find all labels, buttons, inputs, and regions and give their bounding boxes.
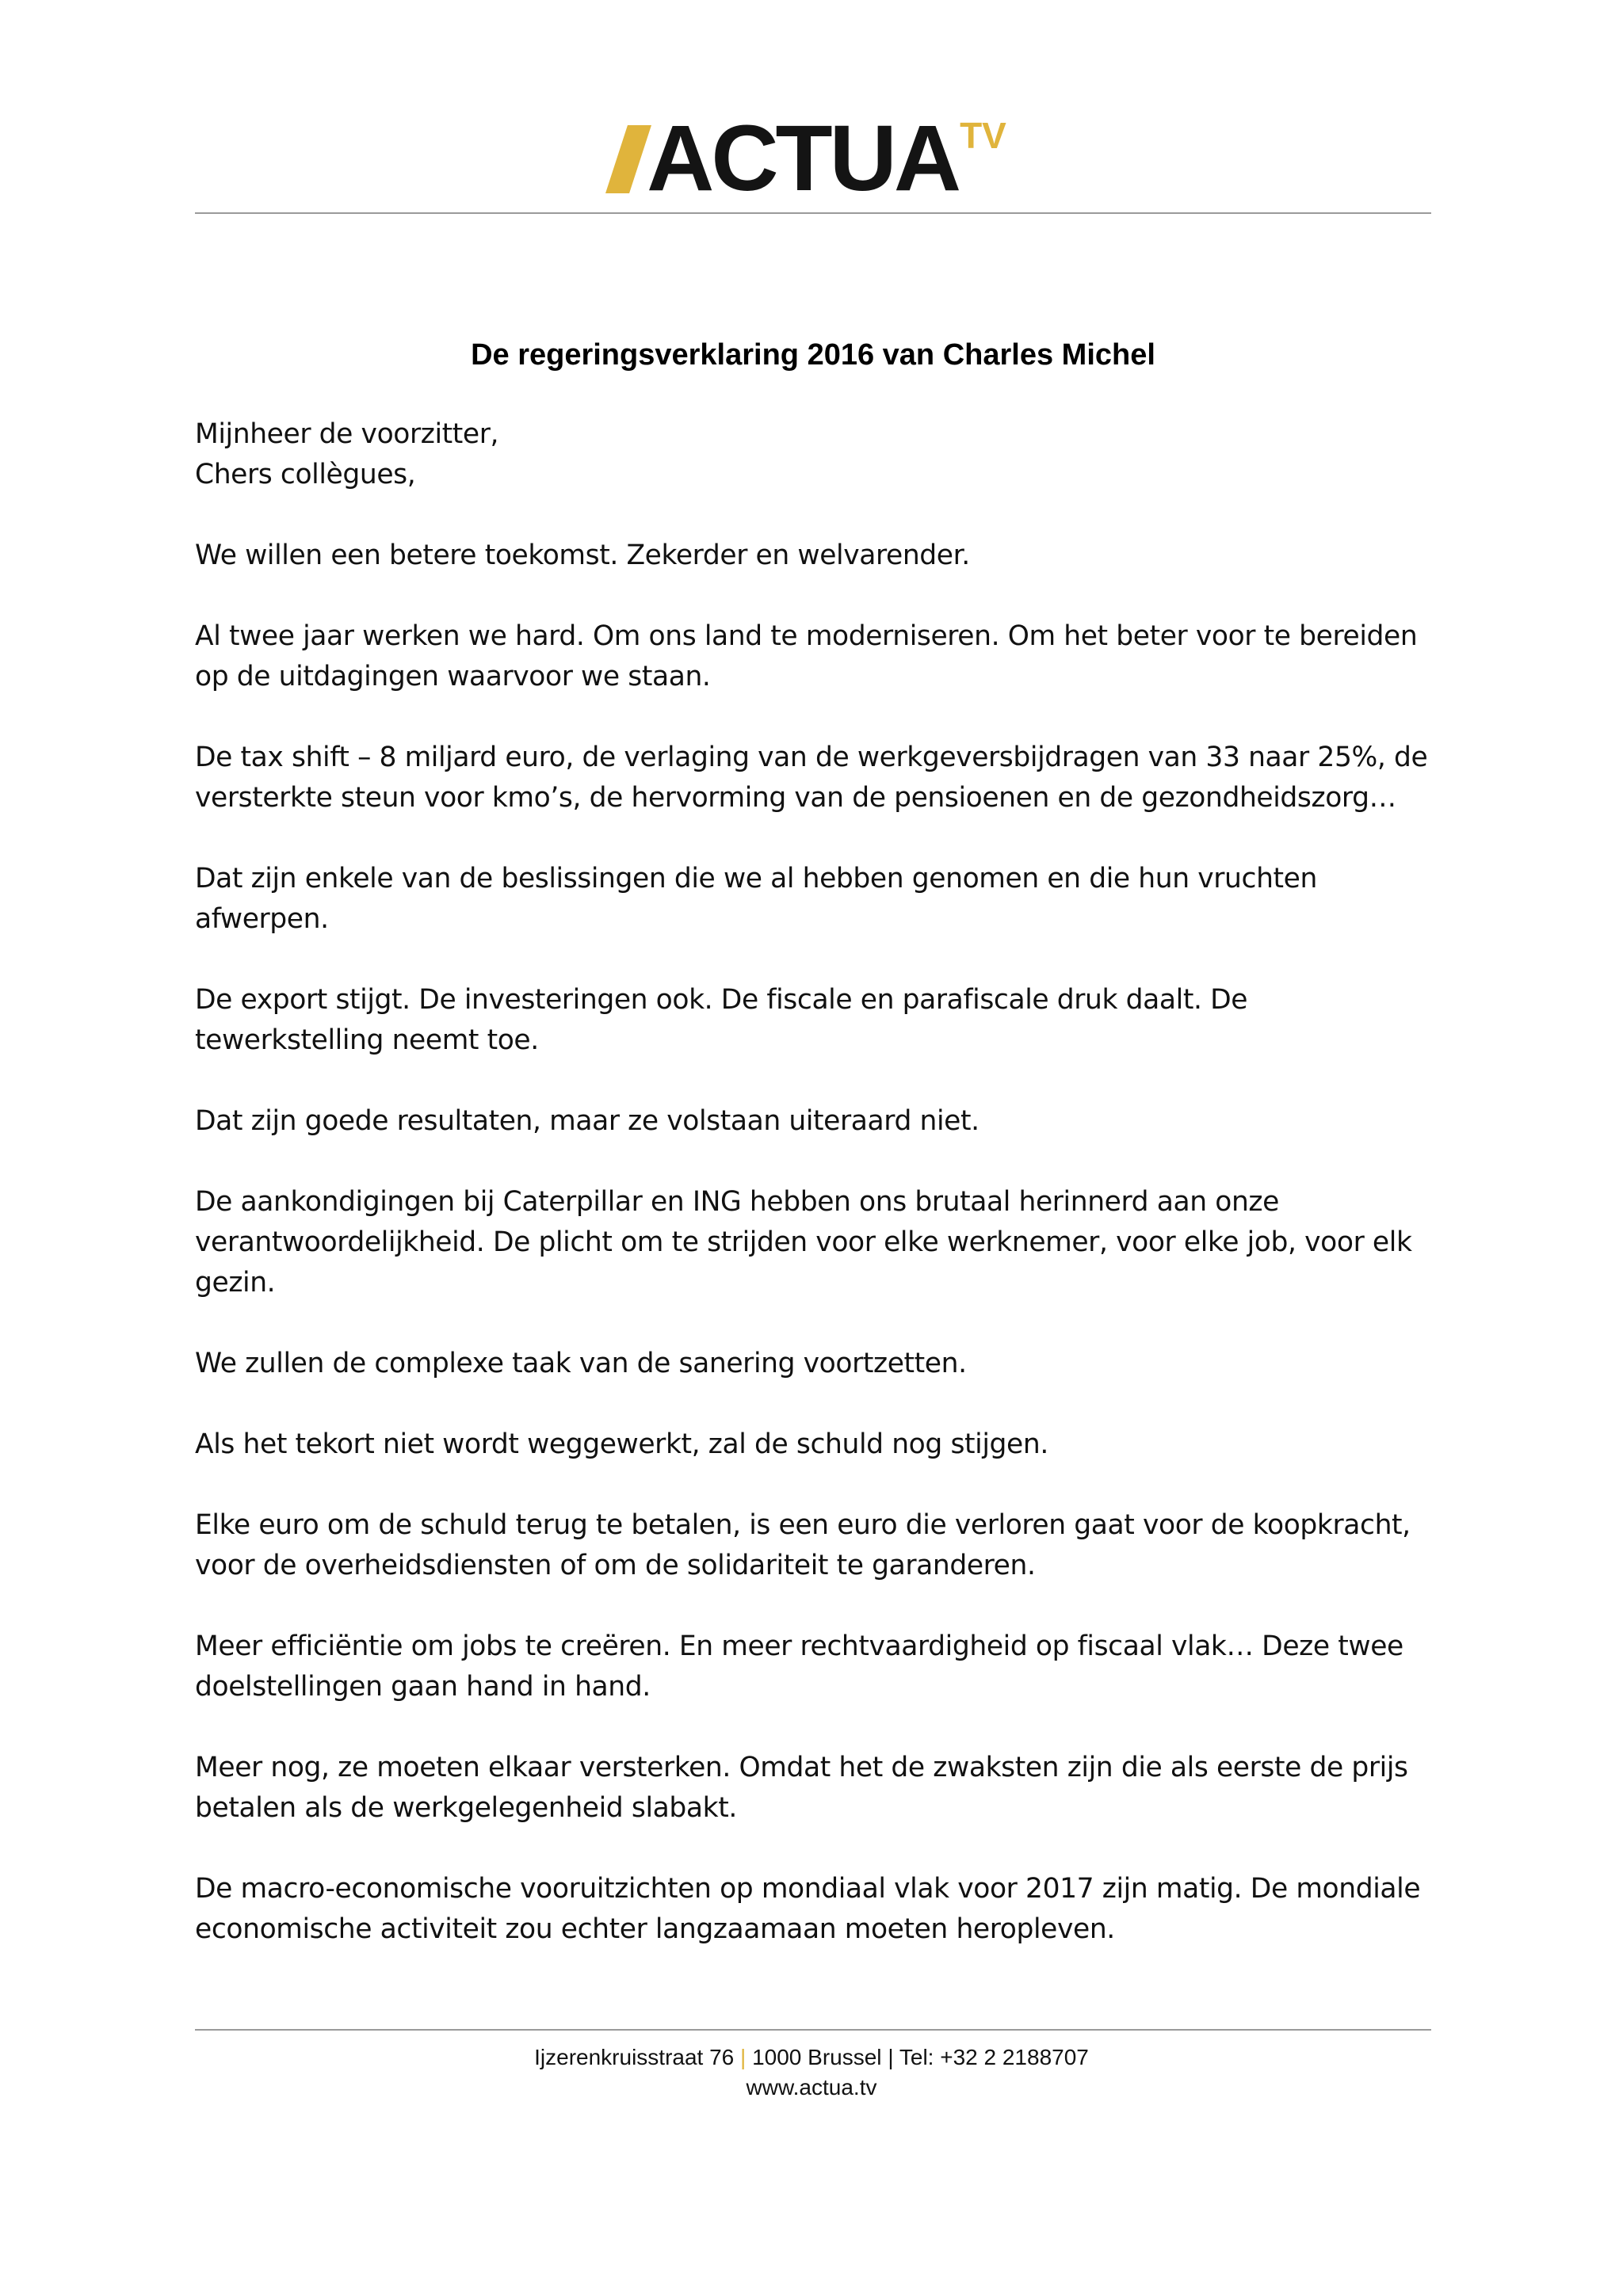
paragraph: Meer efficiëntie om jobs te creëren. En meer rechtvaardigheid op fiscaal vlak… Deze twee doelstellingen gaan hand in hand. <box>195 1630 1403 1703</box>
footer-separator: | <box>740 2045 747 2069</box>
document-content <box>195 414 1431 1990</box>
paragraph: Als het tekort niet wordt weggewerkt, zal de schuld nog stijgen. <box>195 1428 1048 1460</box>
logo-word: ACTUA <box>647 106 959 211</box>
logo-mark <box>617 106 1006 211</box>
footer-divider <box>195 2029 1431 2031</box>
footer-separator: | <box>888 2045 894 2069</box>
salutation-line: Mijnheer de voorzitter, <box>195 418 499 450</box>
paragraph: We willen een betere toekomst. Zekerder en welvarender. <box>195 540 970 571</box>
paragraph: De tax shift – 8 miljard euro, de verlaging van de werkgeversbijdragen van 33 naar 25%, de versterkte steun voor kmo’s, de hervorming van de pensioenen en de gezondheidszorg… <box>195 742 1428 814</box>
actua-tv-logo <box>0 106 1623 211</box>
footer-address: Ijzerenkruisstraat 76 <box>534 2045 735 2069</box>
paragraph: De macro-economische vooruitzichten op mondiaal vlak voor 2017 zijn matig. De mondiale economische activiteit zou echter langzaamaan moeten heropleven. <box>195 1873 1421 1945</box>
paragraph: We zullen de complexe taak van de sanering voortzetten. <box>195 1348 967 1379</box>
paragraph: Dat zijn enkele van de beslissingen die we al hebben genomen en die hun vruchten afwerpen. <box>195 863 1317 935</box>
logo-slash-icon <box>605 125 651 193</box>
footer-phone: Tel: +32 2 2188707 <box>899 2045 1089 2069</box>
footer-contact <box>0 2042 1623 2103</box>
paragraph: Dat zijn goede resultaten, maar ze volstaan uiteraard niet. <box>195 1105 980 1137</box>
paragraph: Meer nog, ze moeten elkaar versterken. Omdat het de zwaksten zijn die als eerste de prijs betalen als de werkgelegenheid slabakt. <box>195 1752 1408 1824</box>
document-title: De regeringsverklaring 2016 van Charles Michel <box>471 338 1155 372</box>
paragraph: De export stijgt. De investeringen ook. De fiscale en parafiscale druk daalt. De tewerkstelling neemt toe. <box>195 984 1248 1056</box>
logo-suffix: TV <box>960 115 1006 156</box>
footer-address-line <box>0 2042 1623 2073</box>
salutation-line: Chers collègues, <box>195 459 416 490</box>
footer-city: 1000 Brussel <box>752 2045 882 2069</box>
paragraph: De aankondigingen bij Caterpillar en ING hebben ons brutaal herinnerd aan onze verantwoordelijkheid. De plicht om te strijden voor elke werknemer, voor elke job, voor elk gezin. <box>195 1186 1412 1299</box>
paragraph: Elke euro om de schuld terug te betalen, is een euro die verloren gaat voor de koopkracht, voor de overheidsdiensten of om de solidariteit te garanderen. <box>195 1509 1411 1581</box>
header-divider <box>195 212 1431 214</box>
paragraph: Al twee jaar werken we hard. Om ons land te moderniseren. Om het beter voor te bereiden op de uitdagingen waarvoor we staan. <box>195 620 1418 692</box>
footer-website[interactable]: www.actua.tv <box>746 2075 877 2100</box>
salutation <box>195 414 1431 495</box>
